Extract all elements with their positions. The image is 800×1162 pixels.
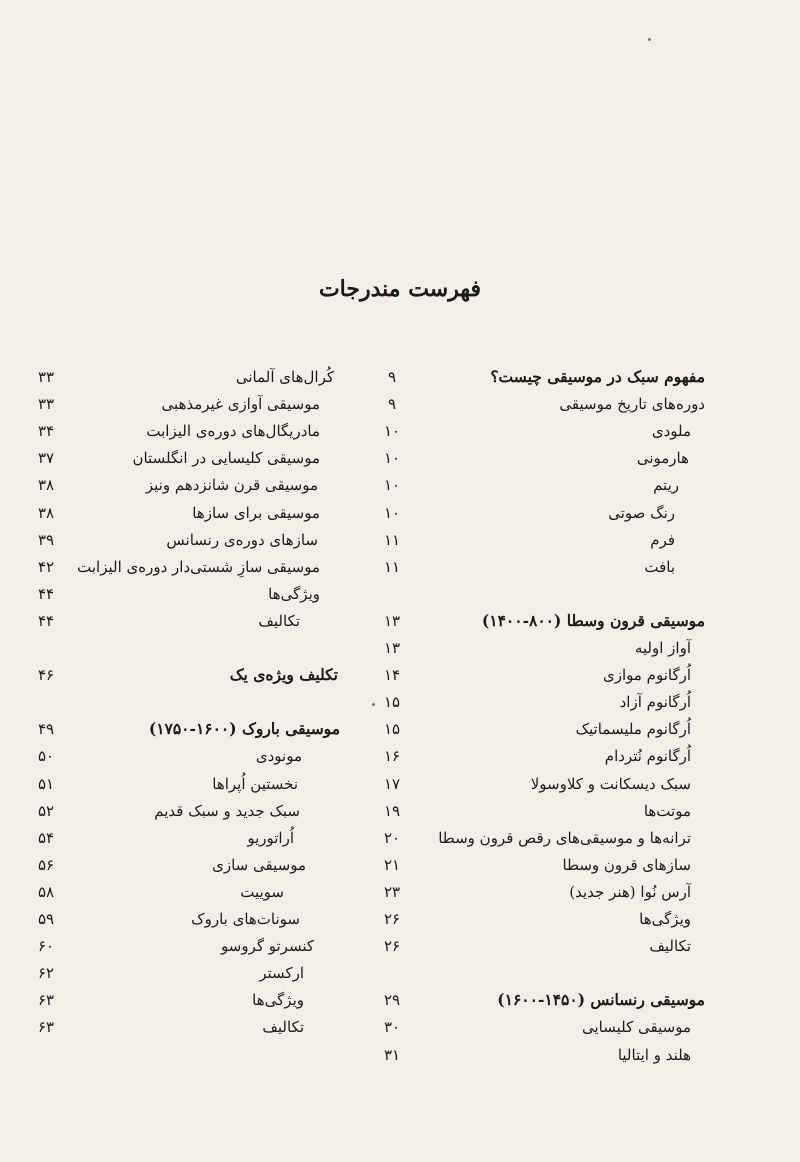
right-toc-entry-title: اُرگانوم نُتردام	[604, 747, 691, 766]
right-toc-entry-page: ۱۰	[383, 449, 401, 468]
left-toc-entry-title: مونودی	[255, 747, 302, 766]
left-toc-entry-page: ۴۴	[37, 611, 55, 630]
left-toc-entry-page: ۴۴	[37, 584, 55, 603]
left-toc-entry-page: ۶۳	[37, 991, 55, 1010]
right-toc-entry-page: ۱۵	[383, 693, 401, 712]
right-toc-entry-page: ۲۱	[383, 855, 401, 874]
left-toc-entry-page: ۳۳	[37, 368, 55, 386]
right-toc-entry-title: ترانه‌ها و موسیقی‌های رقص قرون وسطا	[438, 828, 691, 847]
right-toc-entry-page: ۱۱	[383, 557, 401, 576]
left-toc-entry-title: مادریگال‌های دوره‌ی الیزابت	[146, 422, 320, 441]
right-toc-entry-title: تکالیف	[649, 937, 691, 956]
left-toc-entry-page: ۵۸	[37, 882, 55, 901]
left-toc-entry-title: کُرال‌های آلمانی	[235, 368, 334, 386]
right-toc-entry-title: بافت	[644, 557, 675, 576]
right-toc-entry-title: سازهای قرون وسطا	[562, 855, 691, 874]
left-toc-entry-title: سوییت	[240, 882, 284, 901]
left-toc-entry-title: اُراتوریو	[247, 828, 294, 847]
right-toc-entry-title: موسیقی قرون وسطا (۸۰۰-۱۴۰۰)	[481, 610, 705, 630]
right-toc-entry-page: ۲۶	[383, 937, 401, 956]
right-toc-entry-title: سبک دیسکانت و کلاوسولا	[530, 774, 691, 793]
left-toc-entry-page: ۵۴	[37, 828, 55, 847]
left-toc-entry-page: ۳۳	[37, 395, 55, 414]
left-toc-entry-title: ویژگی‌ها	[252, 991, 304, 1010]
left-toc-entry-page: ۶۰	[37, 937, 55, 956]
right-toc-entry-title: ملودی	[651, 422, 691, 441]
left-toc-entry-page: ۵۲	[37, 801, 55, 820]
right-toc-entry-title: اُرگانوم موازی	[602, 666, 691, 685]
left-toc-entry-page: ۳۸	[37, 503, 55, 522]
right-toc-entry-title: هلند و ایتالیا	[617, 1045, 691, 1064]
left-toc-entry-title: سازهای دوره‌ی رنسانس	[166, 530, 318, 549]
right-toc-entry-title: آواز اولیه	[634, 639, 691, 657]
left-toc-entry-title: موسیقی قرن شانزدهم ونیز	[145, 476, 318, 495]
left-toc-entry-page: ۳۸	[37, 476, 55, 495]
page-title: فهرست مندرجات	[318, 276, 482, 302]
right-toc-entry-title: اُرگانوم آزاد	[619, 693, 691, 712]
right-toc-entry-title: هارمونی	[636, 449, 689, 468]
left-toc-entry-title: موسیقی سازی	[212, 855, 306, 874]
left-toc-entry-title: موسیقی آوازی غیرمذهبی	[161, 395, 320, 414]
left-toc-entry-title: کنسرتو گروسو	[221, 937, 314, 956]
speck	[372, 703, 375, 706]
right-toc-entry-title: آرس نُوا (هنر جدید)	[569, 882, 691, 901]
right-toc-entry-title: اُرگانوم ملیسماتیک	[575, 720, 691, 739]
left-toc-entry-title: موسیقی برای سازها	[192, 503, 320, 522]
right-toc-entry-page: ۱۱	[383, 530, 401, 549]
left-toc-entry-title: موسیقی کلیسایی در انگلستان	[132, 449, 320, 468]
left-toc-entry-page: ۶۳	[37, 1018, 55, 1037]
left-toc-entry-page: ۳۷	[37, 449, 55, 468]
left-toc-entry-page: ۴۲	[37, 557, 55, 576]
right-toc-entry-page: ۱۹	[383, 801, 401, 820]
left-toc-entry-page: ۵۹	[37, 910, 55, 928]
left-toc-entry-title: موسیقی باروک (۱۶۰۰-۱۷۵۰)	[148, 719, 340, 739]
right-toc-entry-title: مفهوم سبک در موسیقی چیست؟	[490, 367, 705, 386]
right-toc-entry-page: ۹	[387, 395, 397, 414]
left-toc-entry-title: ارکستر	[259, 964, 304, 983]
right-toc-entry-page: ۱۵	[383, 720, 401, 739]
left-toc-entry-title: تکلیف ویژه‌ی یک	[229, 665, 338, 685]
right-toc-entry-page: ۱۳	[383, 639, 401, 657]
right-toc-entry-page: ۱۰	[383, 476, 401, 495]
right-toc-entry-title: موتت‌ها	[643, 801, 691, 820]
left-toc-entry-page: ۵۶	[37, 855, 55, 874]
left-toc-entry-page: ۳۴	[37, 422, 55, 441]
left-toc-entry-title: نخستین اُپراها	[212, 774, 298, 793]
right-toc-entry-page: ۱۷	[383, 774, 401, 793]
left-toc-entry-page: ۴۹	[37, 720, 55, 739]
left-toc-entry-page: ۶۲	[37, 964, 55, 983]
left-toc-entry-title: تکالیف	[262, 1018, 304, 1037]
right-toc-entry-page: ۹	[387, 368, 397, 386]
left-toc-entry-page: ۴۶	[37, 666, 55, 685]
right-toc-entry-page: ۱۰	[383, 503, 401, 522]
speck	[648, 38, 651, 41]
right-toc-entry-page: ۳۱	[383, 1045, 401, 1064]
right-toc-entry-title: دوره‌های تاریخ موسیقی	[559, 395, 705, 414]
left-toc-entry-title: موسیقی سازِ شستی‌دار دوره‌ی الیزابت	[77, 557, 320, 576]
right-toc-entry-page: ۲۶	[383, 910, 401, 928]
right-toc-entry-page: ۱۳	[383, 611, 401, 630]
left-toc-entry-title: سبک جدید و سبک قدیم	[154, 801, 300, 820]
left-toc-entry-title: تکالیف	[258, 611, 300, 630]
right-toc-entry-page: ۳۰	[383, 1018, 401, 1037]
right-toc-entry-title: موسیقی کلیسایی	[582, 1018, 691, 1037]
right-toc-entry-page: ۲۳	[383, 882, 401, 901]
right-toc-entry-title: موسیقی رنسانس (۱۴۵۰-۱۶۰۰)	[497, 990, 705, 1010]
right-toc-entry-page: ۱۶	[383, 747, 401, 766]
left-toc-entry-title: ویژگی‌ها	[268, 584, 320, 603]
right-toc-entry-title: ویژگی‌ها	[639, 910, 691, 928]
right-toc-entry-page: ۲۰	[383, 828, 401, 847]
left-toc-entry-page: ۳۹	[37, 530, 55, 549]
left-toc-entry-page: ۵۰	[37, 747, 55, 766]
right-toc-entry-page: ۱۴	[383, 666, 401, 685]
right-toc-entry-title: فرم	[650, 530, 675, 549]
left-toc-entry-title: سونات‌های باروک	[191, 910, 300, 928]
right-toc-entry-page: ۱۰	[383, 422, 401, 441]
right-toc-entry-page: ۲۹	[383, 991, 401, 1010]
right-toc-entry-title: رنگ صوتی	[608, 503, 675, 522]
left-toc-entry-page: ۵۱	[37, 774, 55, 793]
right-toc-entry-title: ریتم	[653, 476, 679, 495]
